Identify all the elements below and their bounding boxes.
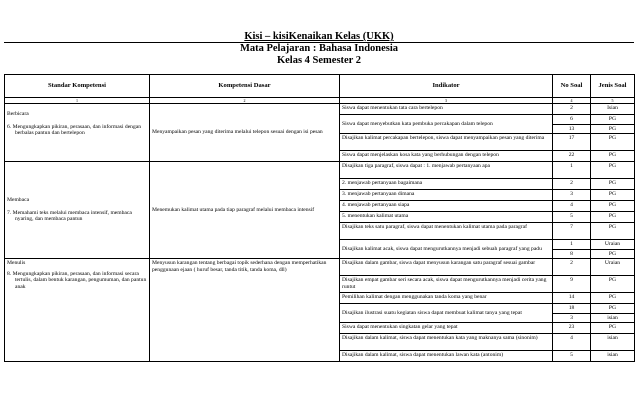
jenis-soal-cell: PG (591, 162, 635, 179)
no-soal-cell: 5 (553, 212, 591, 223)
no-soal-cell: 23 (553, 323, 591, 334)
jenis-soal-cell: isian (591, 351, 635, 362)
header-no-soal: No Soal (553, 75, 591, 98)
no-soal-cell: 2 (553, 179, 591, 190)
subject-line: Mata Pelajaran : Bahasa Indonesia (239, 43, 399, 54)
sk-description: 8. Mengungkapkan pikiran, perasaan, dan informasi secara tertulis, dalam bentuk karangan, pengumuman, dan pantun anak (7, 270, 147, 290)
indikator-cell: Disajikan kalimat acak, siswa dapat mengurutkannya menjadi sebuah paragraf yang padu (340, 240, 553, 259)
column-number: 3 (340, 98, 553, 104)
jenis-soal-cell: PG (591, 293, 635, 304)
indikator-cell: 4. menjawab pertanyaan siapa (340, 201, 553, 212)
kd-cell (150, 162, 340, 259)
no-soal-cell: 2 (553, 259, 591, 276)
no-soal-cell: 3 (553, 190, 591, 201)
jenis-soal-cell: PG (591, 134, 635, 151)
sk-title: Menulis (7, 260, 26, 266)
sk-description: 6. Mengungkapkan pikiran, perasaan, dan informasi dengan berbalas pantun dan bertelepon (7, 123, 142, 136)
no-soal-cell: 1 (553, 240, 591, 250)
sk-cell-menulis (5, 259, 150, 362)
indikator-cell: Disajikan dalam gambar, siswa dapat menyusun karangan satu paragraf sesuai gambar (340, 259, 553, 276)
sk-title: Membaca (7, 197, 30, 204)
table-header-row (5, 75, 635, 98)
jenis-soal-cell: isian (591, 313, 635, 323)
indikator-cell: Disajikan kalimat percakapan bertelepon, siswa dapat menyampaikan pesan yang diterima (340, 134, 553, 151)
column-number: 1 (5, 98, 150, 104)
sk-description: 7. Memahami teks melalui membaca intensif, membaca nyaring, dan membaca pantun (7, 209, 132, 223)
no-soal-cell: 2 (553, 104, 591, 115)
indikator-cell: Siswa dapat menyebutkan kata pembuka percakapan dalam telepon (340, 115, 553, 134)
jenis-soal-cell: PG (591, 151, 635, 162)
jenis-soal-cell: Uraian (591, 240, 635, 250)
indikator-cell: 3. menjawab pertanyaan dimana (340, 190, 553, 201)
no-soal-cell: 13 (553, 124, 591, 134)
indikator-cell: Disajikan dalam kalimat, siswa dapat menentukan kata yang maknanya sama (sinonim) (340, 334, 553, 351)
jenis-soal-cell: PG (591, 190, 635, 201)
kd-text: Menyampaikan pesan yang diterima melalui telepon sesuai dengan isi pesan (152, 129, 323, 136)
table-row (5, 162, 635, 179)
indikator-cell: Disajikan tiga paragraf, siswa dapat : 1. menjawab pertanyaan apa (340, 162, 553, 179)
kd-text: Menyusun karangan tentang berbagai topik sederhana dengan memperhatikan penggunaan ejaan ( huruf besar, tanda titik, tanda koma, dll) (152, 260, 327, 273)
indikator-cell: Siswa dapat menentukan tata cara bertelepon (340, 104, 553, 115)
indikator-cell: Disajikan dalam kalimat, siswa dapat menentukan lawan kata (antonim) (340, 351, 553, 362)
header-divider (4, 42, 634, 43)
indikator-cell: Siswa dapat menentukan singkatan gelar yang tepat (340, 323, 553, 334)
indikator-cell: Disajikan empat gambar seri secara acak, siswa dapat mengurutkannya menjadi cerita yang runtut (340, 276, 553, 293)
indikator-cell: Siswa dapat menjelaskan kosa kata yang berhubungan dengan telepon (340, 151, 553, 162)
no-soal-cell: 3 (553, 313, 591, 323)
grade-line: Kelas 4 Semester 2 (276, 55, 362, 66)
sk-cell-membaca (5, 162, 150, 259)
jenis-soal-cell: PG (591, 201, 635, 212)
header-jenis-soal: Jenis Soal (591, 75, 635, 98)
jenis-soal-cell: PG (591, 212, 635, 223)
no-soal-cell: 7 (553, 223, 591, 240)
no-soal-cell: 14 (553, 293, 591, 304)
no-soal-cell: 18 (553, 304, 591, 314)
jenis-soal-cell: PG (591, 249, 635, 259)
no-soal-cell: 8 (553, 249, 591, 259)
sk-title: Berbicara (7, 111, 29, 117)
header-indikator: Indikator (340, 75, 553, 98)
header-standar-kompetensi: Standar Kompetensi (5, 75, 150, 98)
jenis-soal-cell: isian (591, 334, 635, 351)
indikator-cell: 5. menentukan kalimat utama (340, 212, 553, 223)
kd-cell (150, 259, 340, 362)
no-soal-cell: 4 (553, 334, 591, 351)
no-soal-cell: 1 (553, 162, 591, 179)
column-number: 2 (150, 98, 340, 104)
jenis-soal-cell: PG (591, 304, 635, 314)
jenis-soal-cell: PG (591, 323, 635, 334)
no-soal-cell: 9 (553, 276, 591, 293)
no-soal-cell: 17 (553, 134, 591, 151)
jenis-soal-cell: PG (591, 223, 635, 240)
no-soal-cell: 22 (553, 151, 591, 162)
table-row (5, 259, 635, 276)
document-title: Kisi – kisiKenaikan Kelas (UKK) (244, 31, 394, 42)
no-soal-cell: 4 (553, 201, 591, 212)
jenis-soal-cell: PG (591, 115, 635, 125)
column-number: 5 (591, 98, 635, 104)
header-kompetensi-dasar: Kompetensi Dasar (150, 75, 340, 98)
jenis-soal-cell: PG (591, 124, 635, 134)
no-soal-cell: 6 (553, 115, 591, 125)
jenis-soal-cell: Isian (591, 104, 635, 115)
column-number: 4 (553, 98, 591, 104)
table-row (5, 104, 635, 115)
indikator-cell: 2. menjawab pertanyaan bagaimana (340, 179, 553, 190)
jenis-soal-cell: PG (591, 179, 635, 190)
kd-text: Menemukan kalimat utama pada tiap paragraf melalui membaca intensif (152, 206, 315, 213)
document-header (0, 0, 638, 67)
no-soal-cell: 5 (553, 351, 591, 362)
indikator-cell: Disajikan ilustrasi suatu kegiatan siswa dapat membuat kalimat tanya yang tepat (340, 304, 553, 323)
indikator-cell: Pemilihan kalimat dengan menggunakan tanda koma yang benar (340, 293, 553, 304)
sk-cell-berbicara (5, 104, 150, 162)
kd-cell (150, 104, 340, 162)
jenis-soal-cell: Uraian (591, 259, 635, 276)
indikator-cell: Disajikan teks satu paragraf, siswa dapat menentukan kalimat utama pada paragraf (340, 223, 553, 240)
grid-table (4, 74, 635, 362)
jenis-soal-cell: PG (591, 276, 635, 293)
